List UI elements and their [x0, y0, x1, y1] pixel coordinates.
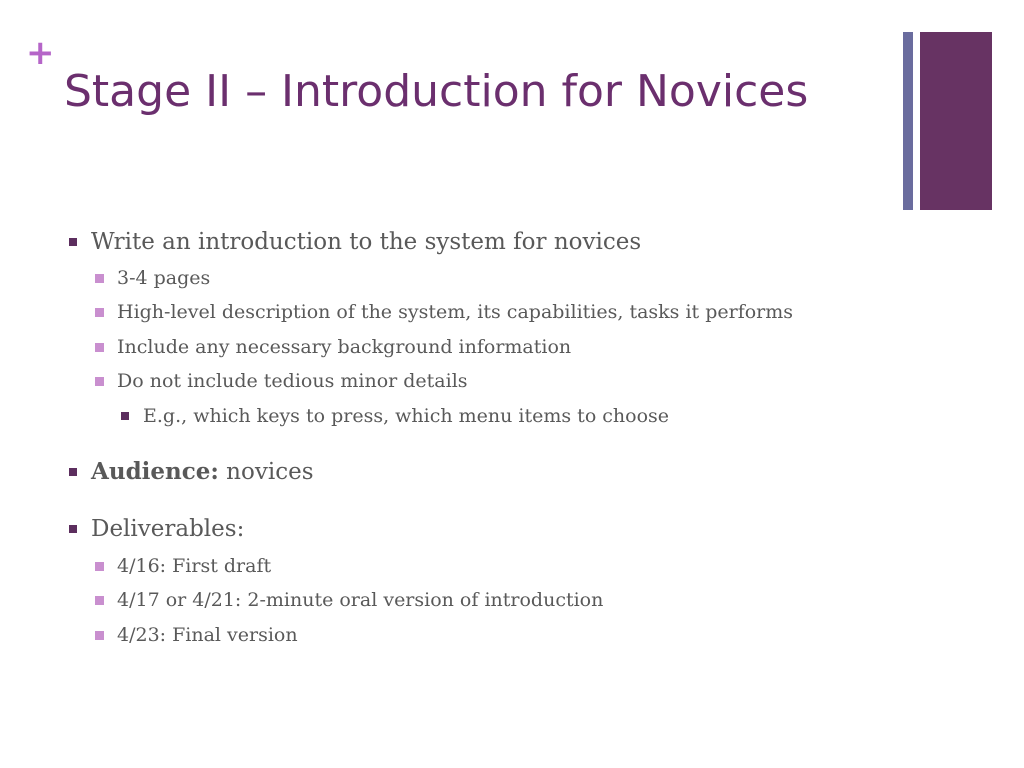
bullet-text: 4/16: First draft — [117, 555, 272, 577]
square-bullet-icon — [95, 377, 104, 386]
bullet-item — [91, 227, 641, 257]
bullet-item — [91, 457, 314, 487]
square-bullet-icon — [69, 468, 77, 476]
square-bullet-icon — [69, 525, 77, 533]
square-bullet-icon — [95, 596, 104, 605]
bullet-text: E.g., which keys to press, which menu items to choose — [143, 405, 670, 427]
bullet-text: High-level description of the system, its capabilities, tasks it performs — [117, 301, 794, 323]
bullet-text: Write an introduction to the system for novices — [91, 229, 642, 255]
slide-title: Stage II – Introduction for Novices — [64, 66, 809, 117]
bullet-text: 3-4 pages — [117, 267, 211, 289]
square-bullet-icon — [95, 562, 104, 571]
bullet-text: Deliverables: — [91, 516, 245, 542]
bullet-item — [91, 514, 244, 544]
sub-bullet-item — [117, 334, 571, 360]
sub-bullet-item — [117, 622, 298, 648]
sub-bullet-item — [117, 265, 210, 291]
sub-sub-bullet-item — [143, 403, 669, 429]
decorative-bar-thick — [920, 32, 992, 210]
bullet-text: Do not include tedious minor details — [117, 370, 468, 392]
audience-value: novices — [218, 459, 314, 485]
bullet-text: 4/23: Final version — [117, 624, 298, 646]
plus-icon: + — [26, 33, 55, 73]
square-bullet-icon — [95, 308, 104, 317]
decorative-bar-thin — [903, 32, 913, 210]
sub-bullet-item — [117, 587, 603, 613]
square-bullet-icon — [121, 412, 129, 420]
bullet-text: Include any necessary background information — [117, 336, 572, 358]
square-bullet-icon — [95, 343, 104, 352]
sub-bullet-item — [117, 553, 271, 579]
square-bullet-icon — [95, 631, 104, 640]
bullet-text: 4/17 or 4/21: 2-minute oral version of introduction — [117, 589, 604, 611]
sub-bullet-item — [117, 299, 793, 325]
square-bullet-icon — [95, 274, 104, 283]
audience-label: Audience: — [91, 458, 219, 485]
square-bullet-icon — [69, 238, 77, 246]
sub-bullet-item — [117, 368, 468, 394]
